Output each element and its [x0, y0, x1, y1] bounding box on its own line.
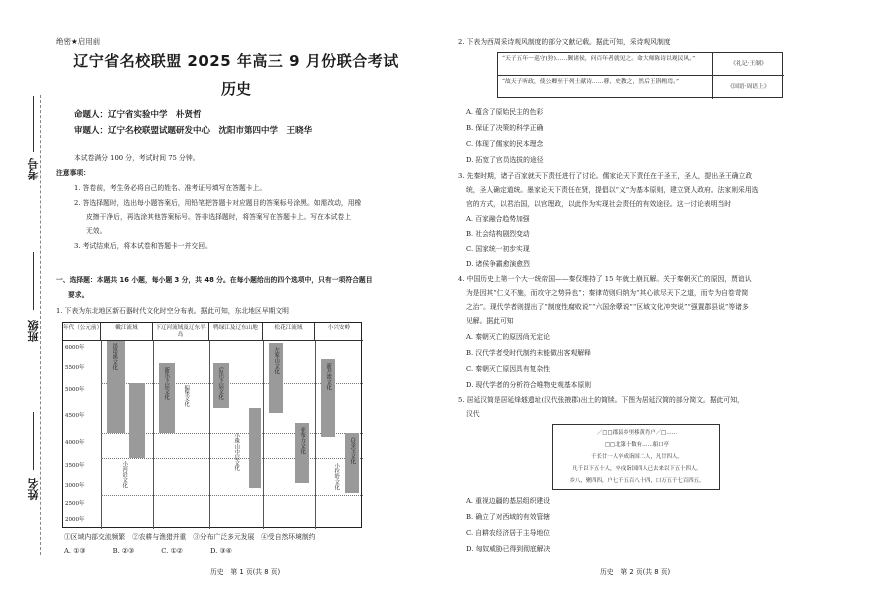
exam-title: 辽宁省名校联盟 2025 年高三 9 月份联合考试 [73, 52, 399, 70]
year-label: 3000年 [65, 483, 85, 489]
reviewer: 审题人：辽宁名校联盟试题研发中心 沈阳市第四中学 王晓华 [74, 126, 313, 136]
q5-option: D. 匈奴威胁已得到彻底解决 [466, 545, 551, 553]
q3-stem: 统，圣人确定道统。墨家论天下责任在贤，提倡以“义”为基本原则，建立贤人政府。法家则采用选 [466, 186, 759, 194]
table-header: 年代（公元前） [63, 323, 101, 341]
q2-option: A. 蕴含了原始民主的色彩 [466, 108, 544, 116]
culture-name: 小珠山中层文化 [233, 433, 240, 471]
page-footer-right: 历史 第 2 页(共 8 页) [600, 568, 671, 576]
q2-quote-table [497, 52, 783, 98]
q2-stem: 2. 下表为西周采诗观风制度的部分文献记载。据此可知，采诗观风制度 [458, 38, 671, 46]
quote-text: “故天子听政，使公卿至于列士献诗……瞽、史教之，然后王斟酌焉。” [502, 79, 679, 85]
col-line [101, 341, 102, 529]
page-footer-left: 历史 第 1 页(共 8 页) [210, 568, 281, 576]
q2-option: D. 拓宽了官员选拔的途径 [466, 156, 544, 164]
quote-source: 《国语·周语上》 [712, 76, 784, 99]
q3-stem: 3. 先秦时期，诸子百家就天下责任进行了讨论。儒家论天下责任在于圣王，圣人，提出圣王确立政 [458, 172, 753, 180]
culture-name: 亚布力文化 [299, 427, 306, 454]
row-line [101, 458, 363, 459]
culture-name: 左家山文化 [273, 347, 280, 374]
binding-strip [0, 0, 48, 599]
quote-row [498, 53, 784, 76]
year-label: 4500年 [65, 413, 85, 419]
q2-option: C. 体现了儒家的民本理念 [466, 140, 544, 148]
slip-line: 凡千以下五十人，卒戍诣国四人已去来以下五十四人。 [572, 466, 702, 472]
proposer: 命题人：辽宁省实验中学 朴贤哲 [74, 110, 202, 120]
q5-option: C. 自耕农经济居于主导地位 [466, 529, 551, 537]
xingming-rule [33, 412, 34, 470]
note-line: 2. 答选择题时，选出每小题答案后，用铅笔把答题卡对应题目的答案标号涂黑。如需改动，用橡 [74, 199, 362, 207]
q3-option: D. 诸侯争霸愈演愈烈 [466, 260, 530, 268]
q3-option: B. 社会结构剧烈变动 [466, 230, 530, 238]
year-label: 2500年 [65, 501, 85, 507]
q2-option: B. 保证了决策的科学正确 [466, 124, 544, 132]
year-label: 2000年 [65, 517, 85, 523]
q4-stem: 4. 中国历史上第一个大一统帝国——秦仅维持了 15 年就土崩瓦解。关于秦朝灭亡的原因，贾谊认 [458, 275, 752, 283]
q3-option: C. 国家统一初步实现 [466, 245, 530, 253]
q4-stem: 为是因其“仁义不施，而攻守之势异也”；秦律苛则归纳为“其心欲尽天下之道，而专为自卷苛简 [466, 289, 749, 297]
culture-name: 偏堡文化 [183, 385, 190, 407]
score-note: 本试卷满分 100 分，考试时间 75 分钟。 [74, 154, 200, 162]
left-column [56, 36, 426, 136]
row-line [101, 495, 363, 496]
culture-name: 小河沿文化 [121, 461, 128, 488]
q4-stem: 之治”。现代学者则提出了“制度性腐败说”“六国余孽说”“区域文化冲突说”“强置郡县说”等诸多 [466, 303, 749, 311]
shaded-block [249, 408, 261, 488]
q5-stem: 汉代 [466, 410, 480, 418]
slip-line: 乡八，聚四四，户七千五百八十四，口万五千七百四五。 [569, 478, 705, 484]
quote-text: “天子五年一巡守(狩)……觐诸侯，问百年者就见之。命大师陈诗以观民风。” [502, 56, 696, 62]
xingming-label: 姓名 [27, 478, 40, 500]
culture-name: 新乐下层文化 [163, 367, 170, 400]
q1-statements: ①区域内部交流频繁 ②农耕与渔猎并重 ③分布广泛多元发展 ④受自然环境制约 [64, 533, 316, 541]
section1-heading: 一、选择题：本题共 16 小题，每小题 3 分，共 48 分。在每小题给出的四个选项中，只有一项符合题目 [56, 276, 373, 284]
q5-option: A. 重视边疆的基层组织建设 [466, 497, 550, 505]
col-line [209, 341, 210, 529]
col-line [153, 341, 154, 529]
q5-stem: 5. 居延汉简是居延烽燧遗址(汉代张掖郡)出土的简牍。下图为居延汉简的部分简文。据此可知， [458, 396, 744, 404]
note-line: 1. 答卷前，考生务必将自己的姓名、准考证号填写在答题卡上。 [74, 184, 267, 192]
culture-name: 小拉哈文化 [333, 463, 340, 490]
note-line: 无效。 [86, 227, 107, 235]
q4-stem: 见解。据此可知 [466, 317, 514, 325]
quote-row [498, 76, 784, 99]
culture-name: 昂昂溪文化 [111, 343, 118, 370]
q3-stem: 官的方式，以君治国，以官理政，以此作为实现社会责任的有效途径。这一讨论表明当时 [466, 200, 732, 208]
culture-name: 后洼下层文化 [217, 367, 224, 400]
q1-choices: A. ①③ B. ②③ C. ①② D. ③④ [64, 547, 232, 555]
bamboo-slip-figure [552, 424, 720, 490]
culture-name: 白金宝文化 [349, 437, 356, 464]
banji-rule [33, 252, 34, 310]
table-header: 小兴安岭 [315, 323, 363, 341]
kaohao-rule [33, 96, 34, 152]
q3-option: A. 百家融合趋势加强 [466, 215, 530, 223]
subject-title: 历史 [220, 80, 251, 98]
culture-table [62, 322, 362, 528]
year-label: 5000年 [65, 387, 85, 393]
slip-line: ／□□郡县乡里移黄肖户／□…… [597, 430, 677, 436]
slip-line: □□北第十数有……船口亭 [604, 442, 670, 448]
secret-mark: 绝密★启用前 [56, 37, 101, 46]
year-label: 3500年 [65, 463, 85, 469]
year-label: 4000年 [65, 440, 85, 446]
col-line [263, 341, 264, 529]
table-header: 鸭绿江及辽东山地 [209, 323, 263, 341]
q1-stem: 1. 下表为东北地区新石器时代文化时空分布表。据此可知，东北地区早期文明 [56, 307, 289, 315]
section1-heading-cont: 要求。 [68, 291, 89, 299]
shaded-block [129, 383, 145, 458]
note-line: 3. 考试结束后，将本试卷和答题卡一并交回。 [74, 242, 212, 250]
slip-line: 千长廿一人卒成诣国二人，凡廿四人。 [591, 454, 683, 460]
culture-name: 新开流文化 [325, 363, 332, 390]
q4-option: D. 现代学者的分析符合唯物史观基本原则 [466, 381, 592, 389]
q4-option: C. 秦朝灭亡原因具有复杂性 [466, 365, 551, 373]
note-line: 皮擦干净后，再选涂其他答案标号。答非选择题时，将答案写在答题卡上。写在本试卷上 [86, 213, 352, 221]
table-header: 下辽河流域及辽东半岛 [153, 323, 209, 341]
col-line [315, 341, 316, 529]
q4-option: A. 秦朝灭亡的原因尚无定论 [466, 333, 550, 341]
table-header: 嫩江流域 [101, 323, 153, 341]
quote-source: 《礼记·王制》 [712, 53, 784, 76]
q5-option: B. 确立了对西域的有效管辖 [466, 513, 551, 521]
notes-heading: 注意事项： [56, 169, 90, 177]
kaohao-label: 考号 [27, 158, 40, 180]
q4-option: B. 汉代学者受时代制约未能做出客观解释 [466, 349, 591, 357]
year-label: 6000年 [65, 345, 85, 351]
banji-label: 班级 [27, 320, 40, 342]
table-header: 松花江流域 [263, 323, 315, 341]
year-label: 5500年 [65, 365, 85, 371]
